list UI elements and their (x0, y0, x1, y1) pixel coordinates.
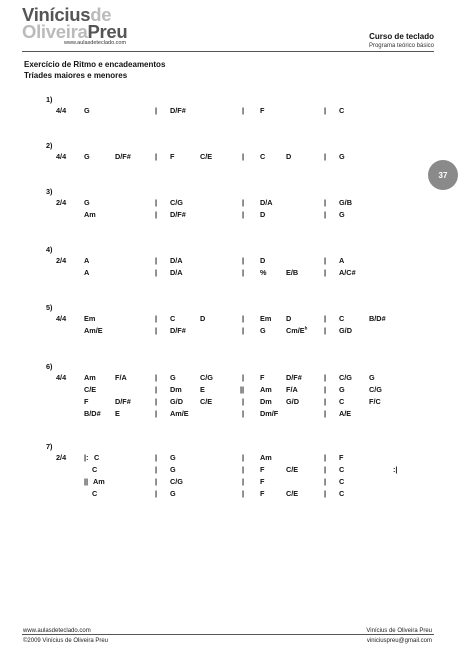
bar-line: | (155, 489, 158, 498)
chord: C/E (84, 385, 97, 394)
time-signature: 4/4 (56, 106, 67, 115)
repeat-start-sign: |: (84, 453, 89, 462)
chord: C/E (286, 465, 299, 474)
chord: F/C (369, 397, 381, 406)
chord: G (170, 465, 176, 474)
chord: C/E (200, 397, 213, 406)
chord: G (170, 373, 176, 382)
chord: E/B (286, 268, 299, 277)
chord: D (260, 210, 266, 219)
chord: D (286, 314, 292, 323)
bar-line: | (155, 385, 158, 394)
chord: Am/E (170, 409, 189, 418)
bar-line: | (155, 373, 158, 382)
chord: A (84, 268, 90, 277)
time-signature: 4/4 (56, 152, 67, 161)
bar-line: | (324, 489, 327, 498)
exercise-number: 6) (46, 362, 53, 371)
chord: G (170, 453, 176, 462)
chord: C (170, 314, 176, 323)
chord: G/B (339, 198, 352, 207)
bar-line: | (324, 409, 327, 418)
footer-copyright: ©2009 Vinícius de Oliveira Preu (23, 638, 109, 644)
bar-line: | (242, 314, 245, 323)
time-signature: 2/4 (56, 453, 67, 462)
bar-line: | (242, 373, 245, 382)
chord: D/F# (170, 326, 186, 335)
bar-line: | (324, 465, 327, 474)
chord: C (339, 314, 345, 323)
chord: C (92, 465, 98, 474)
chord: C/E (200, 152, 213, 161)
repeat-start-sign: || (84, 477, 89, 486)
chord: E (115, 409, 120, 418)
bar-line: | (155, 210, 158, 219)
bar-line: | (324, 373, 327, 382)
bar-line: | (242, 268, 245, 277)
footer-author: Vinícius de Oliveira Preu (366, 628, 432, 634)
logo-name-middle: Oliveira (22, 21, 88, 42)
bar-line: | (242, 465, 245, 474)
bar-line: | (324, 106, 327, 115)
chord: Am (260, 453, 272, 462)
chord: D/F# (115, 397, 131, 406)
bar-line: | (242, 106, 245, 115)
chord: G (339, 385, 345, 394)
chord: Am (84, 210, 96, 219)
chord: Am (93, 477, 105, 486)
bar-line: | (155, 409, 158, 418)
chord: Am/E (84, 326, 103, 335)
time-signature: 4/4 (56, 314, 67, 323)
exercise-number: 3) (46, 187, 53, 196)
bar-line: | (242, 489, 245, 498)
bar-line: | (155, 314, 158, 323)
chord: C/G (170, 477, 183, 486)
chord: G (339, 210, 345, 219)
bar-line: | (155, 198, 158, 207)
exercise-number: 7) (46, 442, 53, 451)
chord: Em (260, 314, 272, 323)
chord: C (339, 489, 345, 498)
bar-line: | (155, 326, 158, 335)
time-signature: 4/4 (56, 373, 67, 382)
chord: A/C# (339, 268, 356, 277)
chord: G (84, 152, 90, 161)
chord: D/F# (170, 106, 186, 115)
logo-name-first: Vinícius (22, 4, 91, 25)
chord: G/D (339, 326, 352, 335)
bar-line: | (324, 385, 327, 394)
chord: A (84, 256, 90, 265)
chord: G/D (286, 397, 299, 406)
chord: D/A (170, 256, 183, 265)
exercise-number: 5) (46, 303, 53, 312)
chord: Am (260, 385, 272, 394)
logo-url: www.aulasdeteclado.com (64, 40, 127, 46)
time-signature: 2/4 (56, 198, 67, 207)
bar-line: | (242, 256, 245, 265)
logo (22, 6, 142, 48)
bar-line: | (242, 453, 245, 462)
bar-line: | (324, 198, 327, 207)
bar-line: | (155, 453, 158, 462)
bar-line: | (242, 477, 245, 486)
chord: F (260, 465, 265, 474)
exercise-number: 1) (46, 95, 53, 104)
chord: F/A (286, 385, 298, 394)
chord: Dm (170, 385, 182, 394)
chord: G/D (170, 397, 183, 406)
course-info (369, 32, 434, 51)
chord: C (339, 106, 345, 115)
page-title: Exercício de Ritmo e encadeamentos (24, 60, 166, 69)
chord: F (84, 397, 89, 406)
chord: G (84, 106, 90, 115)
chord: Dm (260, 397, 272, 406)
chord: B/D# (84, 409, 101, 418)
chord: F (260, 477, 265, 486)
bar-line: | (155, 465, 158, 474)
chord: F (260, 373, 265, 382)
chord: C/G (369, 385, 382, 394)
chord: C (94, 453, 100, 462)
bar-line: | (242, 210, 245, 219)
chord: G (260, 326, 266, 335)
chord: G (369, 373, 375, 382)
bar-line: | (155, 477, 158, 486)
footer-url: www.aulasdeteclado.com (23, 628, 91, 634)
chord: B/D# (369, 314, 386, 323)
footer-email: viniciuspreu@gmail.com (366, 638, 432, 644)
chord: D/F# (115, 152, 131, 161)
logo-name-de: de (90, 4, 112, 25)
bar-line: | (324, 210, 327, 219)
chord: C/G (339, 373, 352, 382)
chord: F (260, 489, 265, 498)
bar-line: | (242, 409, 245, 418)
chord: % (260, 268, 267, 277)
bar-line: | (242, 397, 245, 406)
bar-line: | (155, 152, 158, 161)
chord: D (200, 314, 206, 323)
bar-line: | (324, 326, 327, 335)
chord: C (339, 465, 345, 474)
chord: C/G (170, 198, 183, 207)
chord: E (200, 385, 205, 394)
chord: C (339, 397, 345, 406)
chord: G (84, 198, 90, 207)
exercise-heading (24, 59, 165, 81)
bar-line: | (324, 152, 327, 161)
time-signature: 2/4 (56, 256, 67, 265)
bar-line: | (155, 268, 158, 277)
bar-line: | (242, 198, 245, 207)
bar-line: | (324, 268, 327, 277)
course-title: Curso de teclado (369, 32, 434, 41)
bar-line: | (242, 326, 245, 335)
chord: F/A (115, 373, 127, 382)
chord: F (170, 152, 175, 161)
chord: C (92, 489, 98, 498)
chord: C (339, 477, 345, 486)
chord: D/A (170, 268, 183, 277)
chord: A/E (339, 409, 352, 418)
chord: C/E (286, 489, 299, 498)
bar-line: | (324, 314, 327, 323)
chord: Em (84, 314, 96, 323)
chord: D (260, 256, 266, 265)
bar-line: | (155, 106, 158, 115)
chord: Am (84, 373, 96, 382)
page-subtitle: Tríades maiores e menores (24, 71, 128, 80)
chord: G (170, 489, 176, 498)
logo-name-last: Preu (87, 21, 128, 42)
exercise-number: 4) (46, 245, 53, 254)
chord: C/G (200, 373, 213, 382)
chord: A (339, 256, 345, 265)
chord: D/F# (170, 210, 186, 219)
chord: Dm/F (260, 409, 279, 418)
exercise-number: 2) (46, 141, 53, 150)
chord: F (260, 106, 265, 115)
bar-line: | (324, 256, 327, 265)
bar-line: | (324, 477, 327, 486)
header-divider (22, 51, 434, 52)
chord: D/F# (286, 373, 302, 382)
page-number-badge: 37 (428, 160, 458, 190)
chord: G (339, 152, 345, 161)
chord: D/A (260, 198, 273, 207)
bar-line: | (242, 152, 245, 161)
bar-line: | (324, 397, 327, 406)
chord: $Cm/E^b$ (286, 325, 308, 335)
bar-line: | (324, 453, 327, 462)
bar-line: || (240, 385, 245, 394)
chord: C (260, 152, 266, 161)
chord: D (286, 152, 292, 161)
repeat-end-sign: :| (393, 465, 398, 474)
bar-line: | (155, 397, 158, 406)
course-subtitle: Programa teórico básico (368, 43, 434, 49)
bar-line: | (155, 256, 158, 265)
chord: F (339, 453, 344, 462)
